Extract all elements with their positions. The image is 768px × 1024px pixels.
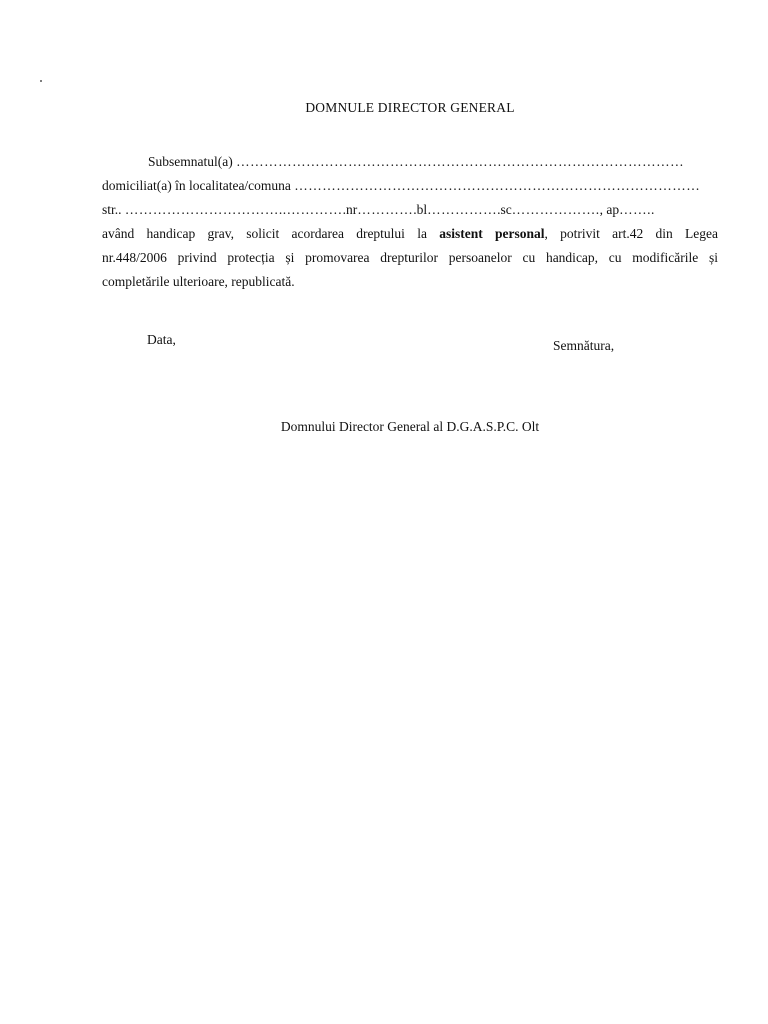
date-label: Data, bbox=[147, 332, 176, 347]
street-label: str.. bbox=[102, 202, 122, 217]
locality-line bbox=[102, 174, 718, 198]
name-line bbox=[102, 150, 718, 174]
addressee-line: Domnului Director General al D.G.A.S.P.C. Olt bbox=[280, 419, 540, 434]
stair-label: .sc bbox=[497, 202, 512, 217]
address-line bbox=[102, 198, 718, 222]
block-label: .bl bbox=[413, 202, 428, 217]
locality-fill-dots: …………………………………………………………………………… bbox=[294, 178, 701, 193]
number-fill-dots: ………… bbox=[357, 202, 414, 217]
stair-fill-dots: ………………. bbox=[511, 202, 600, 217]
number-label: .nr bbox=[342, 202, 358, 217]
street-fill-dots: ……………………………..………… bbox=[124, 202, 343, 217]
request-line-3: completările ulterioare, republicată. bbox=[102, 274, 295, 289]
block-fill-dots: …………… bbox=[427, 202, 498, 217]
request-line-1 bbox=[102, 222, 718, 246]
personal-assistant-emphasis: asistent personal bbox=[439, 226, 545, 241]
document-heading: DOMNULE DIRECTOR GENERAL bbox=[305, 100, 515, 115]
name-fill-dots: …………………………………………………………………………………… bbox=[236, 154, 685, 169]
request-text-start: având handicap grav, solicit acordarea dreptului la bbox=[102, 226, 427, 241]
locality-label: domiciliat(a) în localitatea/comuna bbox=[102, 178, 291, 193]
request-body bbox=[102, 150, 718, 294]
apartment-fill-dots: …….. bbox=[619, 202, 655, 217]
request-line-2: nr.448/2006 privind protecția și promovarea drepturilor persoanelor cu handicap, cu modificările și bbox=[102, 250, 718, 265]
name-label: Subsemnatul(a) bbox=[148, 154, 233, 169]
scan-speck bbox=[40, 80, 42, 82]
apartment-label: , ap bbox=[599, 202, 620, 217]
signature-label: Semnătura, bbox=[553, 338, 615, 353]
request-text-law: , potrivit art.42 din Legea bbox=[544, 226, 718, 241]
